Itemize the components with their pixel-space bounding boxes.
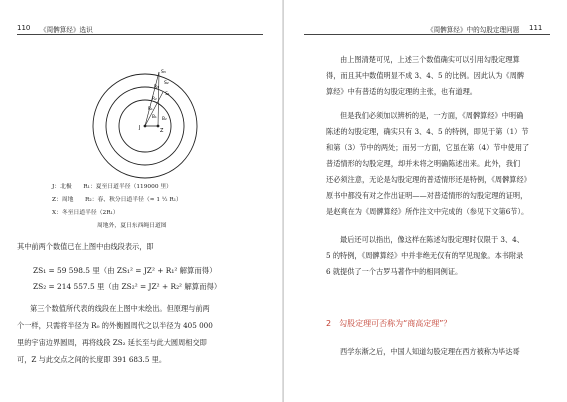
paragraph-line: 普适情形的勾股定理，却并未将之明确陈述出来。此外，我们 [326, 159, 521, 168]
legend-line-1: J：北极 R₁：夏至日道半径（119000 里） [52, 184, 172, 190]
paragraph-line: 但是我们必须加以辨析的是，一方面，《周髀算经》中明确 [340, 111, 524, 120]
legend-line-3: X：冬至日道半径（2R₁） [52, 210, 119, 216]
label-r3: R₃ [154, 85, 159, 90]
figure-caption: 周地外，夏日东西绳日道图 [97, 223, 167, 229]
intro-text: 其中前两个数值已在上图中由线段表示，即 [17, 242, 154, 251]
running-head-left: 《周髀算经》选识 [40, 26, 93, 34]
label-z: Z [160, 128, 164, 134]
paragraph-line: 可，Z 与此交点之间的长度即 391 683.5 里。 [17, 355, 167, 364]
paragraph-line: 最后还可以指出，像这样在陈述勾股定理时仅限于 3、4、 [340, 235, 524, 244]
legend-line-2: Z：周地 R₂：春、秋分日道半径（≈ 1 ½ R₁） [52, 197, 182, 203]
zhou-point [157, 125, 160, 128]
paragraph-line: 6 就提供了一个古罗马著作中的相同例证。 [326, 267, 463, 276]
formula-zs1: ZS₁ = 59 598.5 里（由 ZS₁² = JZ² + R₁² 解算而得） [33, 266, 217, 275]
paragraph-line: 个一样，只需将半径为 R₀ 的外衡圆周代之以半径为 405 000 [17, 321, 213, 330]
label-s2: S₂ [164, 81, 169, 86]
sun-path-diagram [88, 62, 208, 182]
label-j: J [139, 125, 141, 131]
paragraph-line: 算经》中有普适的勾股定理的主张，也有道理。 [326, 87, 477, 96]
paragraph-line: 陈述的勾股定理，确实只有 3、4、5 的特例，即见于第（1）节 [326, 127, 529, 136]
paragraph-line: 和第（3）节中的两处；而另一方面，它虽在第（4）节中使用了 [326, 143, 530, 152]
label-b1: B₁ [152, 115, 157, 120]
label-s1: S₁ [165, 92, 170, 97]
paragraph-line: 西学东渐之后，中国人知道勾股定理在西方被称为毕达哥 [340, 347, 520, 356]
north-pole-point [144, 125, 147, 128]
label-r2: R₂ [152, 97, 157, 102]
paragraph-line: 里的宇宙边界圆周，再将线段 ZS₂ 延长至与此大圆周相交即 [17, 338, 207, 347]
running-head-right: 《周髀算经》中的勾股定理问题 [427, 26, 520, 34]
label-s3: S₃ [161, 70, 166, 75]
paragraph-line: 是赵爽在为《周髀算经》所作注文中完成的（参见下文第6节）。 [326, 207, 529, 216]
paragraph-line: 还必须注意，无论是勾股定理的普适情形还是特例，《周髀算经》 [326, 175, 531, 184]
paragraph-line: 第三个数值所代表的线段在上图中未绘出。但原理与前两 [30, 304, 210, 313]
page-number-left: 110 [17, 24, 31, 32]
paragraph-line: 5 的特例，《周髀算经》中并非绝无仅有的罕见现象。本书附录 [326, 251, 524, 260]
header-rule-left [17, 34, 263, 35]
zs-line [158, 72, 159, 126]
paragraph-line: 原书中都没有对之作出证明——对普适情形的勾股定理的证明， [326, 191, 528, 200]
paragraph-line: 得，而且其中数值明显不成 3、4、5 的比例。因此认为《周髀 [326, 71, 524, 80]
page-number-right: 111 [529, 24, 543, 32]
label-r1: R₁ [148, 107, 153, 112]
label-b2: B₂ [162, 117, 167, 122]
header-rule-right [304, 34, 550, 35]
left-page [0, 0, 283, 402]
right-page [284, 0, 567, 402]
formula-zs2: ZS₂ = 214 557.5 里（由 ZS₂² = JZ² + R₂² 解算而得） [33, 282, 222, 291]
paragraph-line: 由上图清楚可见，上述三个数值确实可以引用勾股定理算 [340, 55, 520, 64]
section-heading: 2 勾股定理可否称为“商高定理”？ [326, 319, 452, 328]
